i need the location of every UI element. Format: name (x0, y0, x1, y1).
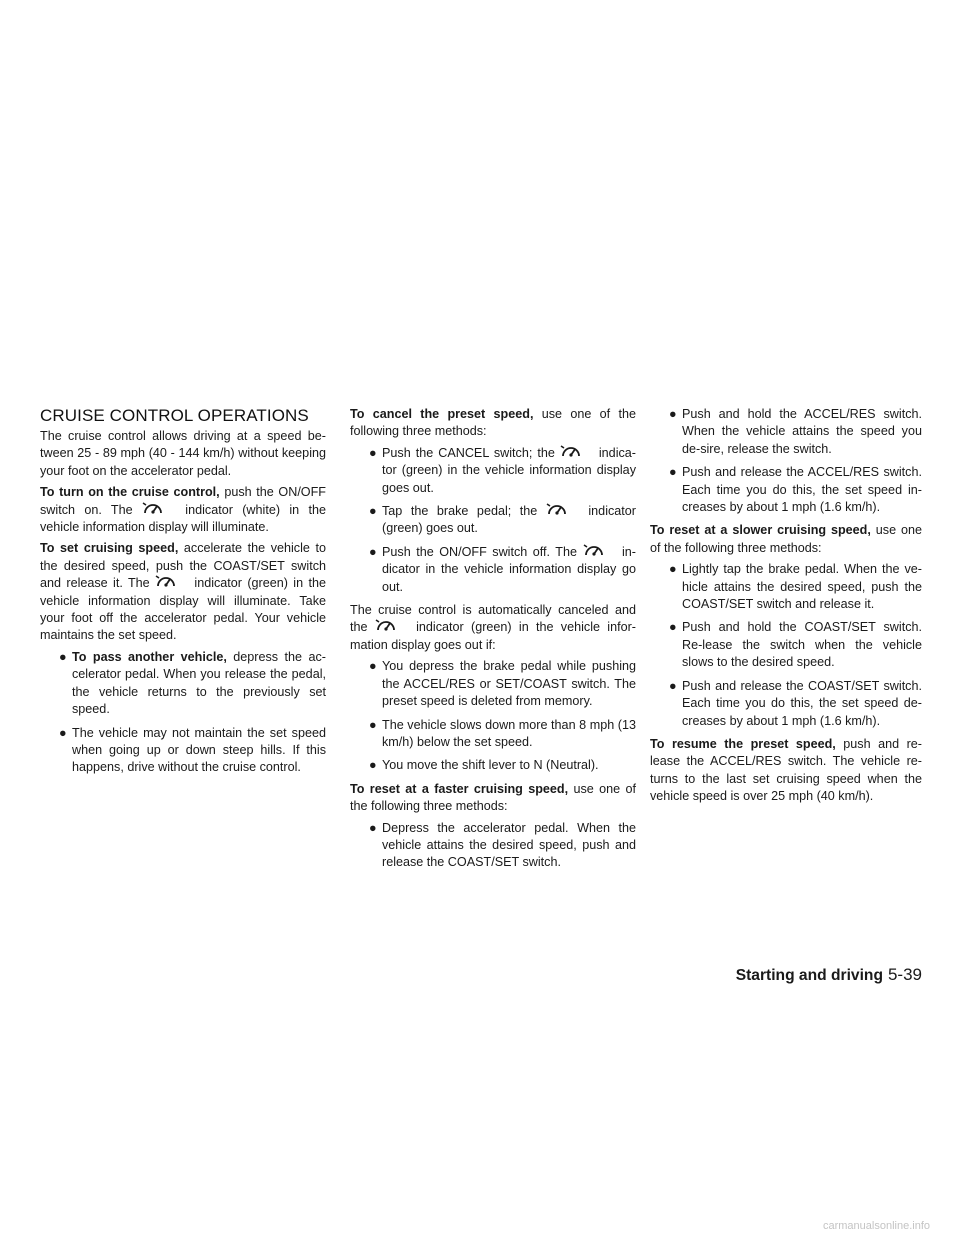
list-item (350, 820, 636, 872)
turn-on-paragraph (40, 484, 326, 536)
slower-b1: Lightly tap the brake pedal. When the ve-hicle attains the desired speed, push the COAST/SET switch and release it. (682, 562, 922, 612)
cancel-b1-b: indica-tor (green) in the vehicle information display goes out. (382, 445, 636, 495)
list-item (650, 406, 922, 458)
footer-section-title: Starting and driving (735, 967, 883, 984)
bullet: ● (369, 820, 377, 835)
turn-on-lead: To turn on the cruise control, (40, 485, 220, 500)
list-item (350, 445, 636, 497)
bullet: ● (669, 465, 677, 480)
resume-paragraph (650, 736, 922, 806)
cruise-indicator-icon (546, 504, 580, 516)
cancel-b1-a: Push the CANCEL switch; the (382, 445, 560, 460)
bullet: ● (369, 717, 377, 732)
bullet: ● (59, 725, 67, 740)
bullet: ● (669, 562, 677, 577)
list-item (650, 678, 922, 730)
set-speed-text-a: accelerate the vehicle to the desired speed, push the COAST/SET switch and release it. The (40, 541, 326, 591)
turn-on-text-a: push the ON/OFF switch on. The (40, 485, 326, 517)
cancel-b3-b: in-dicator in the vehicle information display go out. (382, 544, 636, 594)
resume-lead: To resume the preset speed, (650, 736, 836, 751)
turn-on-text-b: indicator (white) in the vehicle information display will illuminate. (40, 502, 326, 535)
cruise-indicator-icon (560, 446, 594, 458)
bullet: ● (669, 407, 677, 421)
faster-b1: Depress the accelerator pedal. When the vehicle attains the desired speed, push and release the COAST/SET switch. (382, 820, 636, 870)
faster-paragraph (350, 781, 636, 816)
column-2 (350, 406, 636, 878)
auto-cancel-b2: The vehicle slows down more than 8 mph (13 km/h) below the set speed. (382, 717, 636, 749)
cancel-b3-a: Push the ON/OFF switch off. The (382, 544, 583, 559)
faster-b3: Push and release the ACCEL/RES switch. Each time you do this, the set speed in-creases by about 1 mph (1.6 km/h). (682, 465, 922, 515)
auto-cancel-paragraph (350, 602, 636, 654)
column-1 (40, 406, 326, 783)
list-item (40, 725, 326, 777)
cruise-indicator-icon (155, 576, 189, 588)
set-speed-lead: To set cruising speed, (40, 541, 179, 556)
pass-vehicle-text: depress the ac-celerator pedal. When you release the pedal, the vehicle returns to the previously set speed. (72, 649, 326, 717)
list-item (350, 717, 636, 752)
slower-lead: To reset at a slower cruising speed, (650, 523, 871, 538)
bullet: ● (669, 678, 677, 693)
page-number: 5-39 (887, 965, 922, 984)
cancel-b2-b: indicator (green) goes out. (382, 504, 636, 536)
pass-vehicle-lead: To pass another vehicle, (72, 649, 227, 664)
list-item (350, 757, 636, 774)
list-item (350, 503, 636, 538)
auto-cancel-b1: You depress the brake pedal while pushing the ACCEL/RES or SET/COAST switch. The preset speed is deleted from memory. (382, 659, 636, 709)
resume-text: push and re-lease the ACCEL/RES switch. The vehicle re-turns to the last set cruising speed when the vehicle speed is over 25 mph (40 km/h). (650, 736, 922, 804)
slower-b3: Push and release the COAST/SET switch. Each time you do this, the set speed de-creases by about 1 mph (1.6 km/h). (682, 678, 922, 728)
list-item (650, 561, 922, 613)
slower-text: use one of the following three methods: (650, 523, 922, 555)
cancel-lead: To cancel the preset speed, (350, 407, 534, 421)
bullet: ● (369, 659, 377, 674)
steep-hills-text: The vehicle may not maintain the set speed when going up or down steep hills. If this happens, drive without the cruise control. (72, 725, 326, 775)
list-item (650, 464, 922, 516)
slower-paragraph (650, 522, 922, 557)
set-speed-paragraph (40, 540, 326, 644)
faster-text: use one of the following three methods: (350, 781, 636, 814)
list-item (40, 649, 326, 719)
list-item (350, 658, 636, 710)
watermark: carmanualsonline.info (822, 1220, 930, 1232)
auto-cancel-b3: You move the shift lever to N (Neutral). (382, 758, 599, 773)
faster-lead: To reset at a faster cruising speed, (350, 781, 569, 796)
auto-cancel-text-a: The cruise control is automatically canceled and the (350, 603, 636, 635)
cruise-indicator-icon (375, 620, 409, 632)
cancel-b2-a: Tap the brake pedal; the (382, 504, 546, 519)
section-heading: CRUISE CONTROL OPERATIONS (40, 406, 309, 425)
bullet: ● (669, 620, 677, 635)
page-footer (730, 965, 922, 985)
column-3 (650, 406, 922, 810)
intro-paragraph: The cruise control allows driving at a speed be-tween 25 - 89 mph (40 - 144 km/h) without keeping your foot on the accelerator pedal. (40, 429, 326, 478)
list-item (350, 544, 636, 596)
cruise-indicator-icon (142, 503, 176, 515)
auto-cancel-text-b: indicator (green) in the vehicle infor-mation display goes out if: (350, 620, 636, 652)
cancel-paragraph (350, 406, 636, 441)
list-item (650, 619, 922, 671)
cancel-text: use one of the following three methods: (350, 407, 636, 439)
cruise-indicator-icon (583, 545, 617, 557)
slower-b2: Push and hold the COAST/SET switch. Re-lease the switch when the vehicle slows to the desired speed. (682, 620, 922, 670)
bullet: ● (369, 758, 377, 773)
bullet: ● (369, 504, 377, 519)
set-speed-text-b: indicator (green) in the vehicle information display will illuminate. Take your foot off the accelerator pedal. Your vehicle maintains the set speed. (40, 576, 326, 643)
bullet: ● (59, 649, 67, 664)
bullet: ● (369, 544, 377, 559)
bullet: ● (369, 445, 377, 460)
faster-b2: Push and hold the ACCEL/RES switch. When the vehicle attains the speed you de-sire, release the switch. (682, 407, 922, 456)
